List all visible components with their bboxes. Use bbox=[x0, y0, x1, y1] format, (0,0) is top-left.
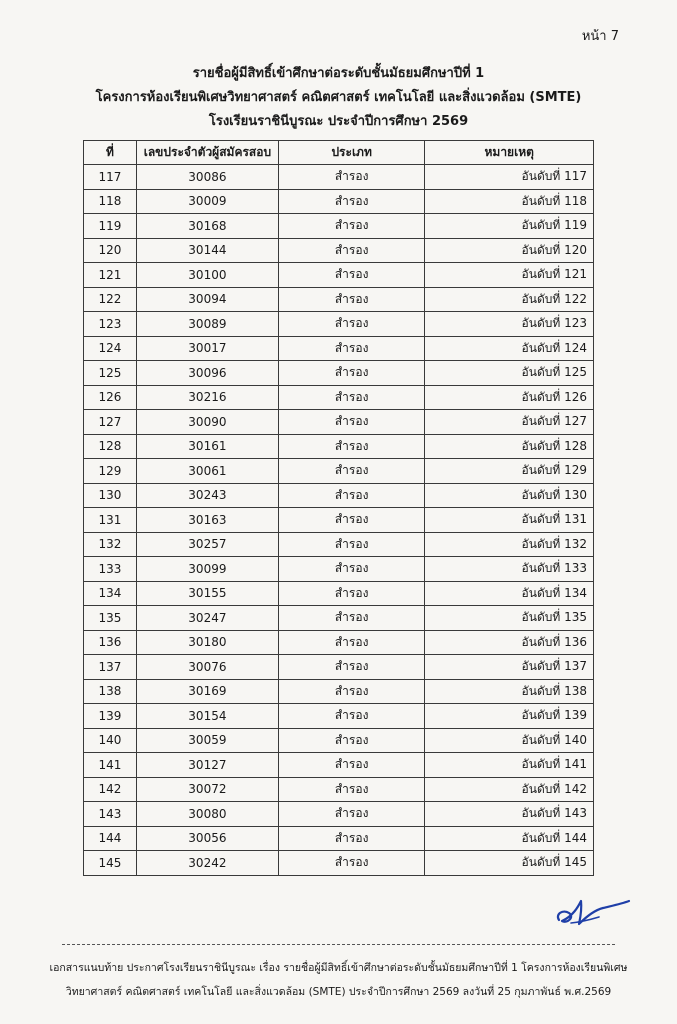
rank-remark: อันดับที่ 128 bbox=[425, 434, 594, 459]
rank-remark: อันดับที่ 127 bbox=[425, 410, 594, 435]
row-number: 136 bbox=[84, 630, 137, 655]
table-row bbox=[84, 410, 594, 435]
candidate-type: สำรอง bbox=[278, 287, 425, 312]
candidate-id: 30090 bbox=[136, 410, 278, 435]
table-row bbox=[84, 851, 594, 876]
table-row bbox=[84, 557, 594, 582]
candidate-type: สำรอง bbox=[278, 214, 425, 239]
table-row bbox=[84, 679, 594, 704]
table-row bbox=[84, 238, 594, 263]
row-number: 122 bbox=[84, 287, 137, 312]
row-number: 118 bbox=[84, 189, 137, 214]
candidate-type: สำรอง bbox=[278, 581, 425, 606]
rank-remark: อันดับที่ 130 bbox=[425, 483, 594, 508]
footer-line-2: วิทยาศาสตร์ คณิตศาสตร์ เทคโนโลยี และสิ่งแวดล้อม (SMTE) ประจำปีการศึกษา 2569 ลงวันที่ 25 กุมภาพันธ์ พ.ศ.2569 bbox=[65, 986, 612, 998]
candidate-id: 30080 bbox=[136, 802, 278, 827]
table-row bbox=[84, 630, 594, 655]
candidate-id: 30242 bbox=[136, 851, 278, 876]
candidate-id: 30154 bbox=[136, 704, 278, 729]
rank-remark: อันดับที่ 143 bbox=[425, 802, 594, 827]
row-number: 133 bbox=[84, 557, 137, 582]
candidate-id: 30100 bbox=[136, 263, 278, 288]
row-number: 125 bbox=[84, 361, 137, 386]
candidate-type: สำรอง bbox=[278, 189, 425, 214]
rank-remark: อันดับที่ 120 bbox=[425, 238, 594, 263]
candidate-type: สำรอง bbox=[278, 410, 425, 435]
candidate-type: สำรอง bbox=[278, 459, 425, 484]
candidate-type: สำรอง bbox=[278, 361, 425, 386]
table-row bbox=[84, 802, 594, 827]
table-row bbox=[84, 777, 594, 802]
column-header-type: ประเภท bbox=[278, 141, 425, 165]
row-number: 117 bbox=[84, 165, 137, 190]
table-row bbox=[84, 312, 594, 337]
row-number: 128 bbox=[84, 434, 137, 459]
table-row bbox=[84, 753, 594, 778]
candidate-id: 30247 bbox=[136, 606, 278, 631]
row-number: 119 bbox=[84, 214, 137, 239]
table-row bbox=[84, 655, 594, 680]
row-number: 141 bbox=[84, 753, 137, 778]
candidate-type: สำรอง bbox=[278, 336, 425, 361]
row-number: 120 bbox=[84, 238, 137, 263]
candidate-id: 30257 bbox=[136, 532, 278, 557]
row-number: 130 bbox=[84, 483, 137, 508]
table-row bbox=[84, 728, 594, 753]
candidate-id: 30086 bbox=[136, 165, 278, 190]
candidate-id: 30076 bbox=[136, 655, 278, 680]
table-row bbox=[84, 704, 594, 729]
candidate-id: 30061 bbox=[136, 459, 278, 484]
rank-remark: อันดับที่ 141 bbox=[425, 753, 594, 778]
rank-remark: อันดับที่ 131 bbox=[425, 508, 594, 533]
candidate-type: สำรอง bbox=[278, 630, 425, 655]
candidate-type: สำรอง bbox=[278, 263, 425, 288]
table-row bbox=[84, 508, 594, 533]
candidate-type: สำรอง bbox=[278, 753, 425, 778]
rank-remark: อันดับที่ 137 bbox=[425, 655, 594, 680]
table-row bbox=[84, 826, 594, 851]
candidate-type: สำรอง bbox=[278, 238, 425, 263]
candidate-id: 30099 bbox=[136, 557, 278, 582]
row-number: 134 bbox=[84, 581, 137, 606]
candidate-type: สำรอง bbox=[278, 508, 425, 533]
row-number: 143 bbox=[84, 802, 137, 827]
rank-remark: อันดับที่ 134 bbox=[425, 581, 594, 606]
row-number: 145 bbox=[84, 851, 137, 876]
row-number: 138 bbox=[84, 679, 137, 704]
rank-remark: อันดับที่ 144 bbox=[425, 826, 594, 851]
candidate-type: สำรอง bbox=[278, 385, 425, 410]
candidate-id: 30155 bbox=[136, 581, 278, 606]
row-number: 140 bbox=[84, 728, 137, 753]
row-number: 129 bbox=[84, 459, 137, 484]
candidate-type: สำรอง bbox=[278, 557, 425, 582]
rank-remark: อันดับที่ 142 bbox=[425, 777, 594, 802]
candidate-id: 30168 bbox=[136, 214, 278, 239]
rank-remark: อันดับที่ 138 bbox=[425, 679, 594, 704]
table-row bbox=[84, 581, 594, 606]
candidate-id: 30127 bbox=[136, 753, 278, 778]
candidate-id: 30169 bbox=[136, 679, 278, 704]
candidate-type: สำรอง bbox=[278, 679, 425, 704]
rank-remark: อันดับที่ 118 bbox=[425, 189, 594, 214]
candidate-id: 30180 bbox=[136, 630, 278, 655]
candidate-id: 30096 bbox=[136, 361, 278, 386]
candidate-type: สำรอง bbox=[278, 312, 425, 337]
table-row bbox=[84, 214, 594, 239]
row-number: 135 bbox=[84, 606, 137, 631]
row-number: 142 bbox=[84, 777, 137, 802]
rank-remark: อันดับที่ 121 bbox=[425, 263, 594, 288]
rank-remark: อันดับที่ 136 bbox=[425, 630, 594, 655]
candidate-id: 30094 bbox=[136, 287, 278, 312]
candidate-id: 30243 bbox=[136, 483, 278, 508]
signature-icon bbox=[553, 893, 633, 931]
row-number: 123 bbox=[84, 312, 137, 337]
rank-remark: อันดับที่ 119 bbox=[425, 214, 594, 239]
candidate-id: 30216 bbox=[136, 385, 278, 410]
table-row bbox=[84, 287, 594, 312]
candidate-type: สำรอง bbox=[278, 802, 425, 827]
rank-remark: อันดับที่ 145 bbox=[425, 851, 594, 876]
candidate-type: สำรอง bbox=[278, 434, 425, 459]
row-number: 144 bbox=[84, 826, 137, 851]
candidate-table bbox=[83, 140, 594, 876]
rank-remark: อันดับที่ 132 bbox=[425, 532, 594, 557]
candidate-id: 30161 bbox=[136, 434, 278, 459]
table-row bbox=[84, 165, 594, 190]
footer-line-1: เอกสารแนบท้าย ประกาศโรงเรียนราชินีบูรณะ เรื่อง รายชื่อผู้มีสิทธิ์เข้าศึกษาต่อระดับชั้นมัธยมศึกษาปีที่ 1 โครงการห้องเรียนพิเศษ bbox=[49, 962, 628, 974]
rank-remark: อันดับที่ 117 bbox=[425, 165, 594, 190]
header-title: รายชื่อผู้มีสิทธิ์เข้าศึกษาต่อระดับชั้นมัธยมศึกษาปีที่ 1 bbox=[192, 66, 485, 81]
table-row bbox=[84, 361, 594, 386]
candidate-type: สำรอง bbox=[278, 851, 425, 876]
candidate-id: 30089 bbox=[136, 312, 278, 337]
candidate-id: 30056 bbox=[136, 826, 278, 851]
rank-remark: อันดับที่ 123 bbox=[425, 312, 594, 337]
rank-remark: อันดับที่ 135 bbox=[425, 606, 594, 631]
candidate-id: 30072 bbox=[136, 777, 278, 802]
table-row bbox=[84, 606, 594, 631]
candidate-id: 30017 bbox=[136, 336, 278, 361]
candidate-type: สำรอง bbox=[278, 532, 425, 557]
footer-divider bbox=[62, 944, 615, 945]
table-row bbox=[84, 263, 594, 288]
page-number: หน้า 7 bbox=[581, 29, 619, 44]
rank-remark: อันดับที่ 125 bbox=[425, 361, 594, 386]
candidate-type: สำรอง bbox=[278, 483, 425, 508]
candidate-id: 30163 bbox=[136, 508, 278, 533]
row-number: 124 bbox=[84, 336, 137, 361]
rank-remark: อันดับที่ 139 bbox=[425, 704, 594, 729]
row-number: 127 bbox=[84, 410, 137, 435]
document-footer bbox=[0, 956, 677, 1004]
table-row bbox=[84, 189, 594, 214]
table-row bbox=[84, 483, 594, 508]
candidate-id: 30009 bbox=[136, 189, 278, 214]
document-header bbox=[0, 62, 677, 134]
table-body bbox=[84, 165, 594, 876]
table-row bbox=[84, 459, 594, 484]
row-number: 126 bbox=[84, 385, 137, 410]
row-number: 137 bbox=[84, 655, 137, 680]
row-number: 132 bbox=[84, 532, 137, 557]
table-row bbox=[84, 532, 594, 557]
candidate-id: 30144 bbox=[136, 238, 278, 263]
candidate-type: สำรอง bbox=[278, 655, 425, 680]
row-number: 121 bbox=[84, 263, 137, 288]
table-row bbox=[84, 385, 594, 410]
header-program: โครงการห้องเรียนพิเศษวิทยาศาสตร์ คณิตศาสตร์ เทคโนโลยี และสิ่งแวดล้อม (SMTE) bbox=[95, 90, 582, 105]
header-school-year: โรงเรียนราชินีบูรณะ ประจำปีการศึกษา 2569 bbox=[208, 114, 469, 129]
table-header-row bbox=[84, 141, 594, 165]
rank-remark: อันดับที่ 140 bbox=[425, 728, 594, 753]
column-header-candidate-id: เลขประจำตัวผู้สมัครสอบ bbox=[136, 141, 278, 165]
row-number: 139 bbox=[84, 704, 137, 729]
candidate-type: สำรอง bbox=[278, 826, 425, 851]
candidate-type: สำรอง bbox=[278, 606, 425, 631]
rank-remark: อันดับที่ 129 bbox=[425, 459, 594, 484]
candidate-id: 30059 bbox=[136, 728, 278, 753]
table-row bbox=[84, 336, 594, 361]
rank-remark: อันดับที่ 126 bbox=[425, 385, 594, 410]
candidate-type: สำรอง bbox=[278, 728, 425, 753]
column-header-no: ที่ bbox=[84, 141, 137, 165]
rank-remark: อันดับที่ 124 bbox=[425, 336, 594, 361]
candidate-type: สำรอง bbox=[278, 165, 425, 190]
rank-remark: อันดับที่ 133 bbox=[425, 557, 594, 582]
candidate-type: สำรอง bbox=[278, 704, 425, 729]
candidate-type: สำรอง bbox=[278, 777, 425, 802]
column-header-remark: หมายเหตุ bbox=[425, 141, 594, 165]
rank-remark: อันดับที่ 122 bbox=[425, 287, 594, 312]
row-number: 131 bbox=[84, 508, 137, 533]
table-row bbox=[84, 434, 594, 459]
